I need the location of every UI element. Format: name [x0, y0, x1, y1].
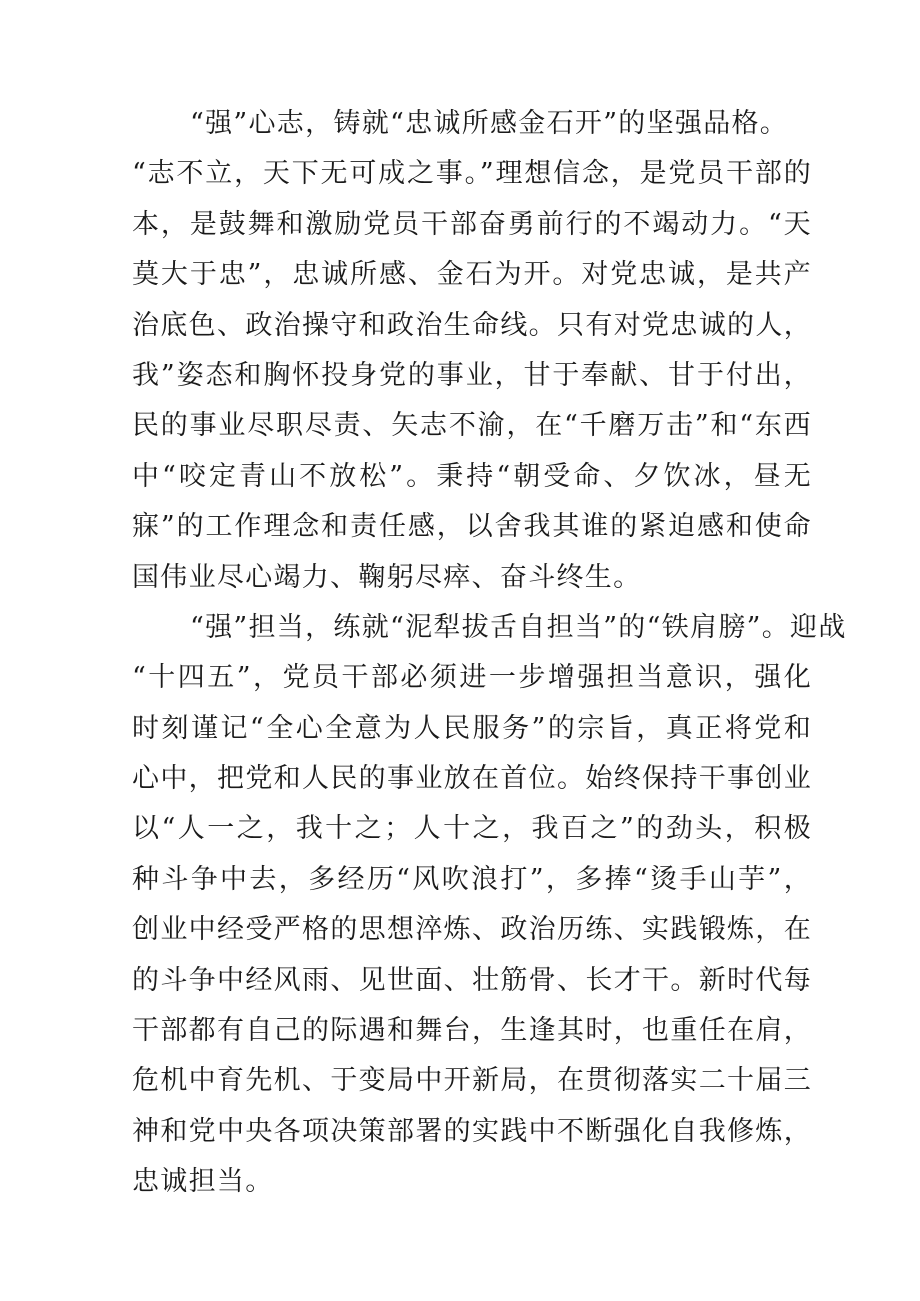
text-line: 治底色、政治操守和政治生命线。只有对党忠诚的人， — [132, 309, 812, 341]
text-line: 国伟业尽心竭力、鞠躬尽瘁、奋斗终生。 — [132, 561, 642, 593]
paragraph-responsibility — [132, 603, 847, 1208]
text-line: 以“人一之，我十之；人十之，我百之”的劲头，积极 — [132, 813, 812, 845]
text-line: 本，是鼓舞和激励党员干部奋勇前行的不竭动力。“天 — [132, 208, 812, 240]
text-line: 莫大于忠”，忠诚所感、金石为开。对党忠诚，是共产 — [132, 259, 812, 291]
text-line: 心中，把党和人民的事业放在首位。始终保持干事创业 — [132, 763, 812, 795]
paragraph-loyalty — [132, 99, 812, 603]
text-line: 的斗争中经风雨、见世面、壮筋骨、长才干。新时代每 — [132, 964, 812, 996]
text-line: 我”姿态和胸怀投身党的事业，甘于奉献、甘于付出， — [132, 359, 812, 391]
text-line: 中“咬定青山不放松”。秉持“朝受命、夕饮冰，昼无 — [132, 460, 812, 492]
text-line: 神和党中央各项决策部署的实践中不断强化自我修炼， — [132, 1115, 812, 1147]
text-line: 时刻谨记“全心全意为人民服务”的宗旨，真正将党和 — [132, 712, 812, 744]
text-line: 创业中经受严格的思想淬炼、政治历练、实践锻炼，在 — [132, 914, 812, 946]
text-line: “志不立，天下无可成之事。”理想信念，是党员干部的 — [132, 158, 812, 190]
paragraph-heading-line: “强”心志，铸就“忠诚所感金石开”的坚强品格。 — [190, 108, 789, 139]
text-line: 寐”的工作理念和责任感，以舍我其谁的紧迫感和使命 — [132, 511, 812, 543]
text-line: 危机中育先机、于变局中开新局，在贯彻落实二十届三 — [132, 1065, 812, 1097]
text-line: 忠诚担当。 — [132, 1166, 274, 1198]
text-line: 民的事业尽职尽责、矢志不渝，在“千磨万击”和“东西 — [132, 410, 812, 442]
text-line: 种斗争中去，多经历“风吹浪打”，多捧“烫手山芋”， — [132, 863, 812, 895]
article-body — [132, 99, 847, 1208]
text-line: “十四五”，党员干部必须进一步增强担当意识，强化 — [132, 662, 812, 694]
paragraph-heading-line: “强”担当，练就“泥犁拔舌自担当”的“铁肩膀”。迎战 — [190, 611, 847, 643]
text-line: 干部都有自己的际遇和舞台，生逢其时，也重任在肩， — [132, 1015, 812, 1047]
